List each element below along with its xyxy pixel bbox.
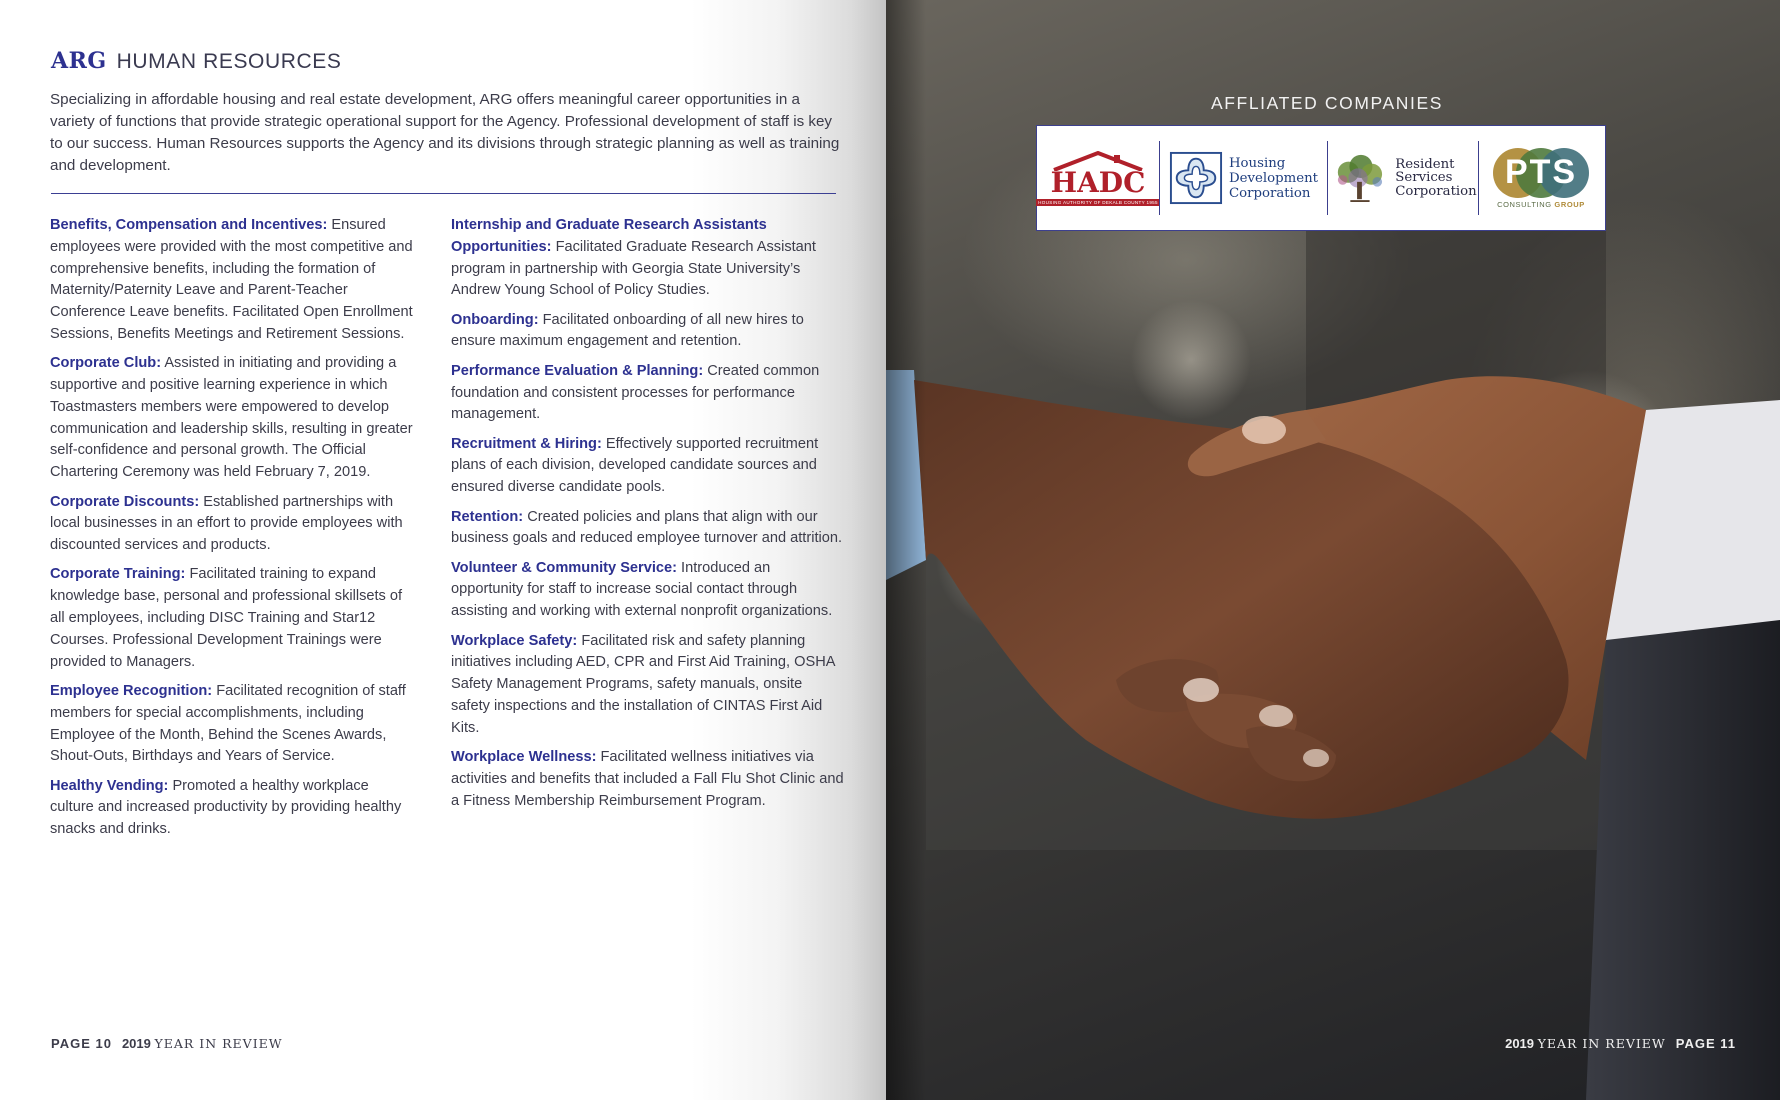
rsc-line: Resident [1395,156,1455,172]
tree-icon [1329,153,1389,203]
hr-item-title: Healthy Vending: [50,777,169,794]
hr-item [451,434,844,499]
hr-item-text: Established partnerships with local businesses in an effort to provide employees with discounted services and products. [50,493,403,554]
pts-sub-consulting: CONSULTING [1497,199,1552,209]
pts-logo [1479,126,1603,230]
rsc-line: Services [1395,170,1453,186]
hr-item [451,747,844,812]
arg-logo: ARG [51,48,107,74]
hr-item-title: Workplace Safety: [451,632,578,649]
pts-subtitle [1497,200,1585,209]
hr-item [50,681,416,768]
footer-year: 2019 [121,1036,151,1051]
hr-item-text: Facilitated wellness initiatives via activities and benefits that included a Fall Flu Shot Clinic and a Fitness Membership Reimbursement Program. [451,749,844,809]
hr-item-title: Employee Recognition: [50,682,213,699]
hr-item-title: Workplace Wellness: [451,749,597,766]
divider [51,193,836,194]
hr-item-title: Benefits, Compensation and Incentives: [50,217,328,233]
hr-item-text: Facilitated risk and safety planning initiatives including AED, CPR and First Aid Training, OSHA Safety Management Programs, safety manuals, onsite safety inspections and the installation of CINTAS First Aid Kits. [451,632,835,736]
bokeh-light [1131,300,1251,420]
footer-label: YEAR IN REVIEW [1537,1036,1666,1051]
footer-title [1505,1036,1666,1051]
hdc-line: Development [1228,170,1319,186]
fingernail [1259,705,1293,727]
hr-item-title: Internship and Graduate Research Assistants Opportunities: [451,217,767,255]
hr-item-text: Introduced an opportunity for staff to increase social contact through assisting and working with external nonprofit organizations. [451,559,833,620]
hr-item [50,215,416,346]
right-suit [1586,620,1780,1100]
hr-item [50,564,416,673]
hdc-line: Corporation [1228,185,1311,201]
pts-sub-group: GROUP [1554,199,1585,209]
right-page [886,0,1780,1100]
rsc-line: Corporation [1395,183,1477,199]
hr-item-text: Effectively supported recruitment plans of each division, developed candidate sources and ensured diverse candidate pools. [451,435,819,496]
footer-left [51,1036,283,1051]
hadc-wordmark: HADC [1050,165,1146,199]
hr-item-text: Assisted in initiating and providing a supportive and positive learning experience in which Toastmasters members were empowered to develop communication and leadership skills, resulting in greater self-confidence and personal growth. The Official Chartering Ceremony was held February 7, 2019. [50,355,413,481]
page-title: HUMAN RESOURCES [116,50,342,73]
hr-item-text: Facilitated onboarding of all new hires to ensure maximum engagement and retention. [451,311,804,350]
page-header [51,48,342,74]
hr-item-text: Facilitated recognition of staff members for special accomplishments, including Employee of the Month, Behind the Scenes Awards, Shout-Outs, Birthdays and Years of Service. [50,682,406,765]
hr-item [451,631,844,740]
hr-item [451,215,844,302]
hr-item-title: Volunteer & Community Service: [451,559,677,576]
affiliated-companies-title [886,93,1780,114]
hr-item-title: Corporate Club: [50,355,162,372]
affiliated-logos-box [1036,125,1606,231]
hr-item-title: Recruitment & Hiring: [451,435,602,452]
left-page [0,0,886,1100]
hadc-subtitle: HOUSING AUTHORITY OF DEKALB COUNTY 1955 [1038,199,1158,205]
hr-item-text: Created common foundation and consistent processes for performance management. [451,362,820,423]
column-1 [50,215,416,849]
fingernail [1183,678,1219,702]
intro-paragraph: Specializing in affordable housing and real estate development, ARG offers meaningful career opportunities in a variety of functions that provide strategic operational support for the Agency. Professional development of staff is key to our success. Human Resources supports the Agency and its divisions through strategic planning as well as training and development. [50,91,840,174]
hr-item-title: Corporate Training: [50,566,186,583]
pts-wordmark: PTS [1504,153,1578,191]
gutter-shadow [886,0,926,1100]
hr-item-title: Performance Evaluation & Planning: [451,362,704,379]
hr-item [50,353,416,484]
thumbnail [1242,416,1286,444]
hr-item [451,310,844,354]
hr-item-title: Onboarding: [451,311,539,328]
hr-item-title: Retention: [451,508,524,525]
page-number: PAGE 11 [1675,1036,1736,1051]
hr-item [50,776,416,841]
hr-item-title: Corporate Discounts: [50,493,200,510]
affiliated-companies-label: AFFLIATED COMPANIES [1210,93,1443,113]
fingernail [1303,749,1329,767]
rsc-wordmark [1395,158,1477,199]
footer-label: YEAR IN REVIEW [154,1036,283,1051]
hr-item-text: Facilitated training to expand knowledge base, personal and professional skillsets of all employees, including DISC Training and Star12 Courses. Professional Development Trainings were provided to Managers. [50,566,403,670]
quatrefoil-icon [1169,151,1223,205]
page-number: PAGE 10 [51,1036,112,1051]
rsc-logo [1328,126,1478,230]
footer-title [122,1036,283,1051]
hr-item-text: Ensured employees were provided with the most competitive and comprehensive benefits, including the formation of Maternity/Paternity Leave and Parent-Teacher Conference Leave benefits. Facilitated Open Enrollment Sessions, Benefits Meetings and Retirement Sessions. [50,217,413,342]
hdc-wordmark [1229,156,1318,201]
hr-item [451,507,844,551]
hr-item [451,558,844,623]
hadc-logo [1037,126,1159,230]
hr-item-text: Created policies and plans that align with our business goals and reduced employee turnover and attrition. [451,508,843,547]
hdc-line: Housing [1228,155,1286,171]
column-2 [451,215,844,820]
footer-year: 2019 [1505,1036,1535,1051]
hdc-logo [1160,126,1327,230]
footer-right [1505,1036,1736,1051]
pts-mark [1493,148,1589,198]
hr-item [50,492,416,557]
hr-item-text: Facilitated Graduate Research Assistant program in partnership with Georgia State University’s Andrew Young School of Policy Studies. [451,238,816,299]
hr-item-text: Promoted a healthy workplace culture and increased productivity by providing healthy snacks and drinks. [50,777,402,838]
hr-item [451,361,844,426]
